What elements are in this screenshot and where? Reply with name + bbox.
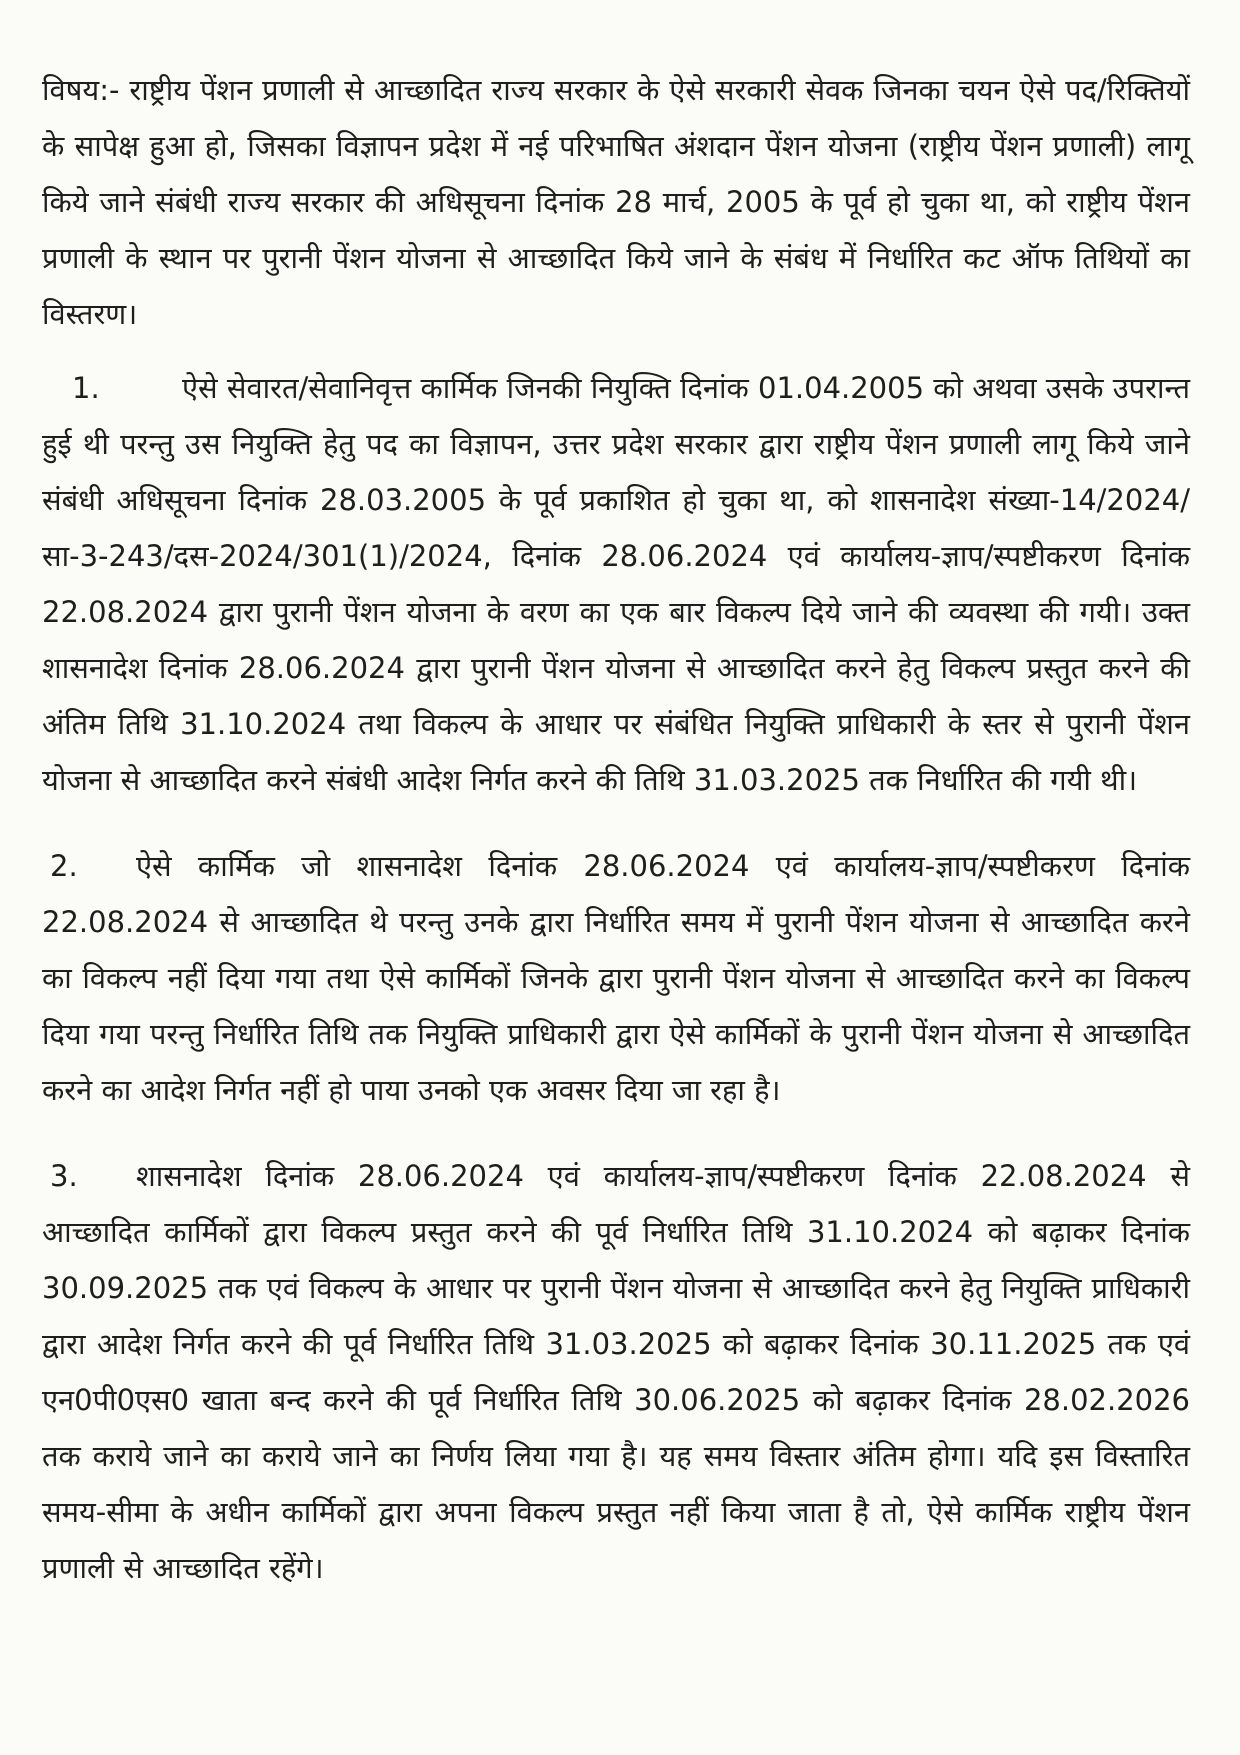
paragraph-3-text: शासनादेश दिनांक 28.06.2024 एवं कार्यालय-ज्ञाप/स्पष्टीकरण दिनांक 22.08.2024 से आच्छादित कार्मिकों द्वारा विकल्प प्रस्तुत करने की पूर्व निर्धारित तिथि 31.10.2024 को बढ़ाकर दिनांक 30.09.2025 तक एवं विकल्प के आधार पर पुरानी पेंशन योजना से आच्छादित करने हेतु नियुक्ति प्राधिकारी द्वारा आदेश निर्गत करने की पूर्व निर्धारित तिथि 31.03.2025 को बढ़ाकर दिनांक 30.11.2025 तक एवं एन0पी0एस0 खाता बन्द करने की पूर्व निर्धारित तिथि 30.06.2025 को बढ़ाकर दिनांक 28.02.2026 तक कराये जाने का कराये जाने का निर्णय लिया गया है। यह समय विस्तार अंतिम होगा। यदि इस विस्तारित समय-सीमा के अधीन कार्मिकों द्वारा अपना विकल्प प्रस्तुत नहीं किया जाता है तो, ऐसे कार्मिक राष्ट्रीय पेंशन प्रणाली से आच्छादित रहेंगे। bbox=[42, 1159, 1190, 1585]
paragraph-1-number: 1. bbox=[72, 371, 100, 405]
paragraph-3 bbox=[42, 1148, 1190, 1596]
paragraph-1 bbox=[42, 360, 1190, 808]
paragraph-2 bbox=[42, 838, 1190, 1118]
paragraph-2-number: 2. bbox=[50, 849, 78, 883]
paragraph-3-number: 3. bbox=[50, 1159, 78, 1193]
subject-paragraph: विषय:- राष्ट्रीय पेंशन प्रणाली से आच्छादित राज्य सरकार के ऐसे सरकारी सेवक जिनका चयन ऐसे पद/रिक्तियों के सापेक्ष हुआ हो, जिसका विज्ञापन प्रदेश में नई परिभाषित अंशदान पेंशन योजना (राष्ट्रीय पेंशन प्रणाली) लागू किये जाने संबंधी राज्य सरकार की अधिसूचना दिनांक 28 मार्च, 2005 के पूर्व हो चुका था, को राष्ट्रीय पेंशन प्रणाली के स्थान पर पुरानी पेंशन योजना से आच्छादित किये जाने के संबंध में निर्धारित कट ऑफ तिथियों का विस्तरण। bbox=[42, 73, 1190, 331]
paragraph-2-text: ऐसे कार्मिक जो शासनादेश दिनांक 28.06.2024 एवं कार्यालय-ज्ञाप/स्पष्टीकरण दिनांक 22.08.2024 से आच्छादित थे परन्तु उनके द्वारा निर्धारित समय में पुरानी पेंशन योजना से आच्छादित करने का विकल्प नहीं दिया गया तथा ऐसे कार्मिकों जिनके द्वारा पुरानी पेंशन योजना से आच्छादित करने का विकल्प दिया गया परन्तु निर्धारित तिथि तक नियुक्ति प्राधिकारी द्वारा ऐसे कार्मिकों के पुरानी पेंशन योजना से आच्छादित करने का आदेश निर्गत नहीं हो पाया उनको एक अवसर दिया जा रहा है। bbox=[42, 849, 1190, 1107]
paragraph-1-text: ऐसे सेवारत/सेवानिवृत्त कार्मिक जिनकी नियुक्ति दिनांक 01.04.2005 को अथवा उसके उपरान्त हुई थी परन्तु उस नियुक्ति हेतु पद का विज्ञापन, उत्तर प्रदेश सरकार द्वारा राष्ट्रीय पेंशन प्रणाली लागू किये जाने संबंधी अधिसूचना दिनांक 28.03.2005 के पूर्व प्रकाशित हो चुका था, को शासनादेश संख्या-14/2024/सा-3-243/दस-2024/301(1)/2024, दिनांक 28.06.2024 एवं कार्यालय-ज्ञाप/स्पष्टीकरण दिनांक 22.08.2024 द्वारा पुरानी पेंशन योजना के वरण का एक बार विकल्प दिये जाने की व्यवस्था की गयी। उक्त शासनादेश दिनांक 28.06.2024 द्वारा पुरानी पेंशन योजना से आच्छादित करने हेतु विकल्प प्रस्तुत करने की अंतिम तिथि 31.10.2024 तथा विकल्प के आधार पर संबंधित नियुक्ति प्राधिकारी के स्तर से पुरानी पेंशन योजना से आच्छादित करने संबंधी आदेश निर्गत करने की तिथि 31.03.2025 तक निर्धारित की गयी थी। bbox=[42, 371, 1190, 797]
